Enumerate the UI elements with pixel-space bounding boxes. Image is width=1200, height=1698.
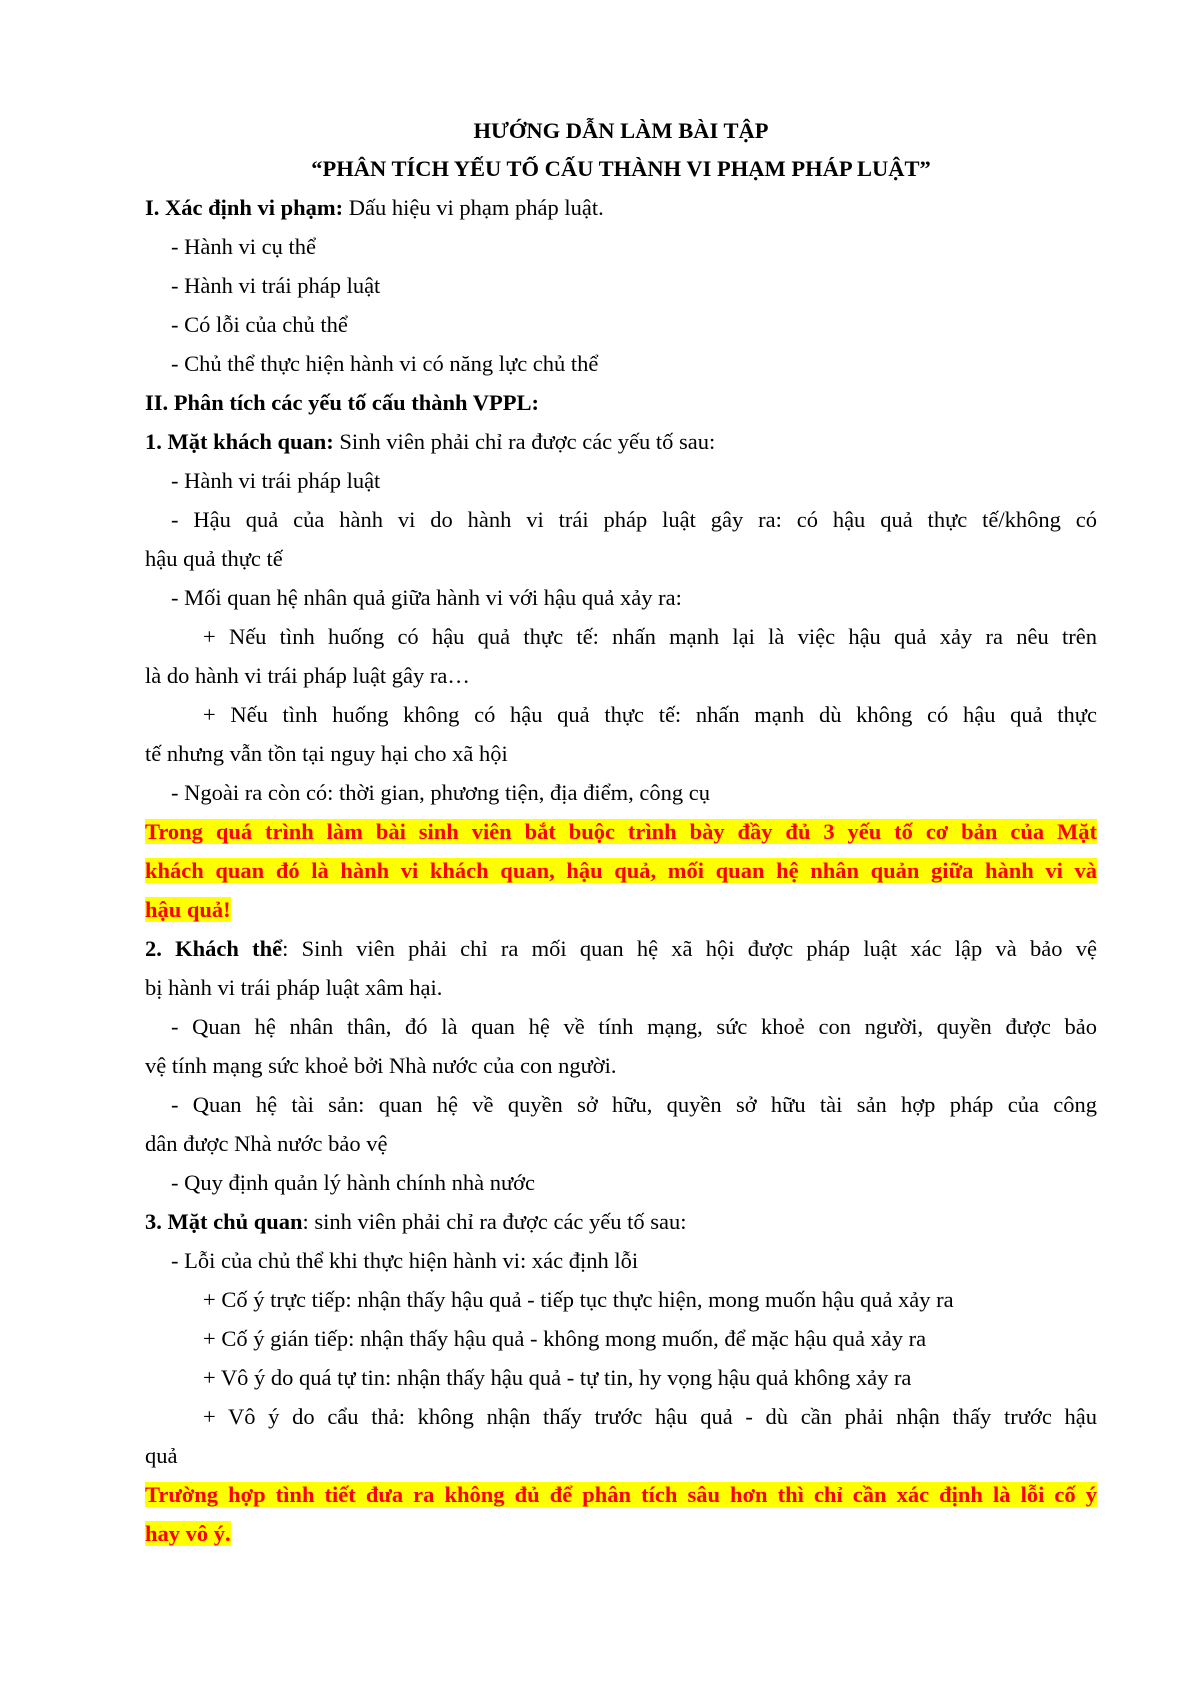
part1-item-causality: - Mối quan hệ nhân quả giữa hành vi với hậu quả xảy ra: <box>171 585 682 610</box>
part3-sub-item: + Cố ý trực tiếp: nhận thấy hậu quả - tiếp tục thực hiện, mong muốn hậu quả xảy ra <box>203 1287 954 1312</box>
section1-item: - Có lỗi của chủ thể <box>171 312 348 337</box>
document-title-line2: “PHÂN TÍCH YẾU TỐ CẤU THÀNH VI PHẠM PHÁP LUẬT” <box>311 156 931 181</box>
section1-item: - Chủ thể thực hiện hành vi có năng lực chủ thể <box>171 351 599 376</box>
part2-item-admin: - Quy định quản lý hành chính nhà nước <box>171 1170 536 1195</box>
part1-item-other: - Ngoài ra còn có: thời gian, phương tiện, địa điểm, công cụ <box>171 780 710 805</box>
part3-sub-item: + Vô ý do quá tự tin: nhận thấy hậu quả - tự tin, hy vọng hậu quả không xảy ra <box>203 1365 912 1390</box>
part1-item-consequence: - Hậu quả của hành vi do hành vi trái pháp luật gây ra: có hậu quả thực tế/không có <box>171 507 1097 532</box>
part2-item-property: - Quan hệ tài sản: quan hệ về quyền sở hữu, quyền sở hữu tài sản hợp pháp của công <box>171 1092 1097 1117</box>
part1-sub-item: + Nếu tình huống có hậu quả thực tế: nhấn mạnh lại là việc hậu quả xảy ra nêu trên <box>203 624 1097 649</box>
highlight-text: hay vô ý. <box>145 1521 231 1546</box>
part2-heading-rest: : Sinh viên phải chỉ ra mối quan hệ xã hội được pháp luật xác lập và bảo vệ <box>282 936 1097 961</box>
part1-sub-item-cont: tế nhưng vẫn tồn tại nguy hại cho xã hội <box>145 741 508 766</box>
section1-heading-rest: Dấu hiệu vi phạm pháp luật. <box>343 195 604 220</box>
document-title-line1: HƯỚNG DẪN LÀM BÀI TẬP <box>473 118 769 143</box>
section1-heading-line <box>145 188 1097 227</box>
document-body <box>145 112 1097 1553</box>
part2-item-personal: - Quan hệ nhân thân, đó là quan hệ về tính mạng, sức khoẻ con người, quyền được bảo <box>171 1014 1097 1039</box>
section2-heading: II. Phân tích các yếu tố cấu thành VPPL: <box>145 390 539 415</box>
part2-heading: 2. Khách thể <box>145 936 283 961</box>
part2-item-personal-cont: vệ tính mạng sức khoẻ bởi Nhà nước của con người. <box>145 1053 617 1078</box>
part1-highlight-note <box>145 812 1097 929</box>
part3-sub-item: + Vô ý do cẩu thả: không nhận thấy trước hậu quả - dù cần phải nhận thấy trước hậu <box>203 1404 1097 1429</box>
part1-heading: 1. Mặt khách quan: <box>145 429 334 454</box>
part3-item-fault: - Lỗi của chủ thể khi thực hiện hành vi: xác định lỗi <box>171 1248 639 1273</box>
section1-heading: I. Xác định vi phạm: <box>145 195 344 220</box>
part3-heading-rest: : sinh viên phải chỉ ra được các yếu tố sau: <box>302 1209 687 1234</box>
part1-sub-item: + Nếu tình huống không có hậu quả thực tế: nhấn mạnh dù không có hậu quả thực <box>203 702 1097 727</box>
part2-item-property-cont: dân được Nhà nước bảo vệ <box>145 1131 388 1156</box>
section1-item: - Hành vi cụ thể <box>171 234 316 259</box>
part1-heading-rest: Sinh viên phải chỉ ra được các yếu tố sau: <box>333 429 716 454</box>
part1-item-consequence-cont: hậu quả thực tế <box>145 546 283 571</box>
highlight-text: hậu quả! <box>145 897 231 922</box>
part2-heading-cont: bị hành vi trái pháp luật xâm hại. <box>145 975 443 1000</box>
highlight-text: Trong quá trình làm bài sinh viên bắt buộc trình bày đầy đủ 3 yếu tố cơ bản của Mặt <box>145 819 1097 844</box>
part3-heading: 3. Mặt chủ quan <box>145 1209 303 1234</box>
part3-heading-line <box>145 1202 1097 1241</box>
part1-item-behavior: - Hành vi trái pháp luật <box>171 468 381 493</box>
part1-sub-item-cont: là do hành vi trái pháp luật gây ra… <box>145 663 470 688</box>
part3-sub-item: + Cố ý gián tiếp: nhận thấy hậu quả - không mong muốn, để mặc hậu quả xảy ra <box>203 1326 927 1351</box>
part3-highlight-note <box>145 1475 1097 1553</box>
highlight-text: Trường hợp tình tiết đưa ra không đủ để phân tích sâu hơn thì chỉ cần xác định là lỗi cố ý <box>145 1482 1097 1507</box>
part3-sub-item-cont: quả <box>145 1443 178 1468</box>
part2-heading-line <box>145 929 1097 968</box>
section1-item: - Hành vi trái pháp luật <box>171 273 381 298</box>
highlight-text: khách quan đó là hành vi khách quan, hậu quả, mối quan hệ nhân quản giữa hành vi và <box>145 858 1097 883</box>
part1-heading-line <box>145 422 1097 461</box>
